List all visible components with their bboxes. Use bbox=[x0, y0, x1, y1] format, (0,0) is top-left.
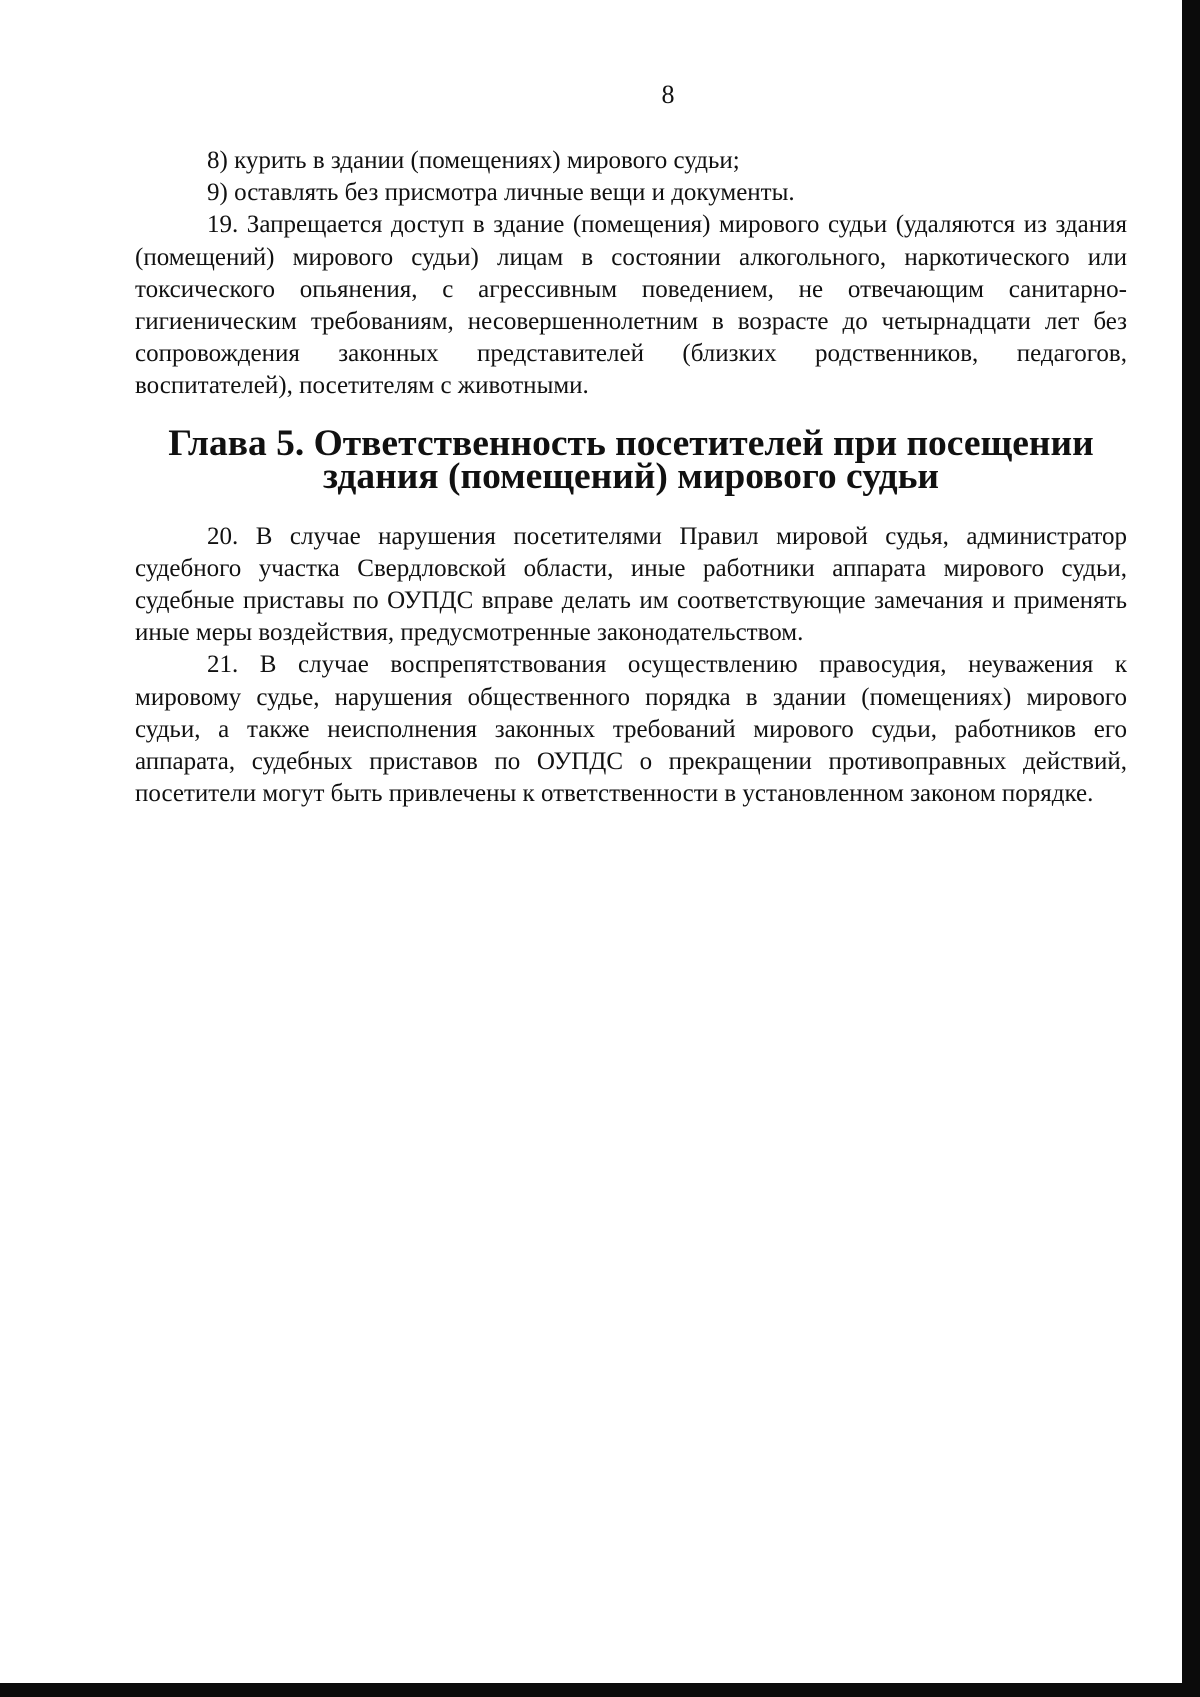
scan-edge-bottom bbox=[0, 1683, 1200, 1697]
page-number: 8 bbox=[661, 80, 675, 109]
scan-edge-right bbox=[1182, 0, 1200, 1697]
document-body bbox=[135, 145, 1127, 810]
list-item-8: 8) курить в здании (помещениях) мирового судьи; bbox=[207, 147, 740, 174]
clause-19: 19. Запрещается доступ в здание (помещения) мирового судьи (удаляются из здания (помещений) мирового судьи) лицам в состоянии алкогольного, наркотического или токсического опьянения, с агрессивным поведением, не отвечающим санитарно-гигиеническим требованиям, несовершеннолетним в возрасте до четырнадцати лет без сопровождения законных представителей (близких родственников, педагогов, воспитателей), посетителям с животными. bbox=[135, 211, 1127, 400]
list-item-9: 9) оставлять без присмотра личные вещи и документы. bbox=[207, 179, 795, 207]
clause-21: 21. В случае воспрепятствования осуществлению правосудия, неуважения к мировому судье, нарушения общественного порядка в здании (помещениях) мирового судьи, а также неисполнения законных требований мирового судьи, работников его аппарата, судебных приставов по ОУПДС о прекращении противоправных действий, посетители могут быть привлечены к ответственности в установленном законом порядке. bbox=[135, 651, 1127, 808]
chapter-title-line-2: здания (помещений) мирового судьи bbox=[322, 455, 940, 497]
chapter-heading bbox=[135, 403, 1127, 521]
clause-20: 20. В случае нарушения посетителями Правил мировой судья, администратор судебного участка Свердловской области, иные работники аппарата мирового судьи, судебные приставы по ОУПДС вправе делать им соответствующие замечания и применять иные меры воздействия, предусмотренные законодательством. bbox=[135, 522, 1127, 647]
chapter-title-line-1: Глава 5. Ответственность посетителей при посещении bbox=[168, 422, 1094, 464]
